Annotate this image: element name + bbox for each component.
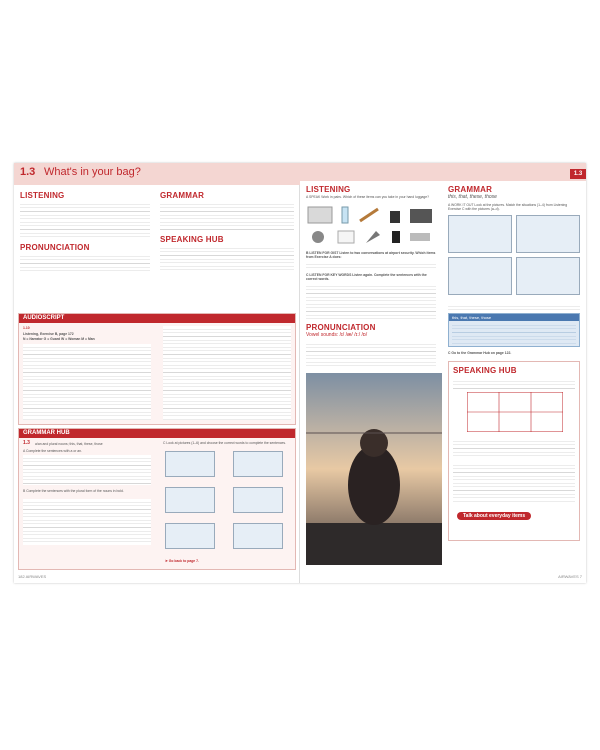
item-bottle <box>342 207 348 223</box>
pronunciation-heading-right: PRONUNCIATION <box>306 323 376 332</box>
grammar-hub-unit: 1.3 <box>23 440 30 446</box>
cartoon-d <box>516 257 580 295</box>
grammar-subtitle: this, that, these, those <box>448 194 497 200</box>
talk-about-everyday-items-pill: Talk about everyday items <box>457 512 531 520</box>
item-bag <box>308 207 332 223</box>
listening-text <box>20 201 150 239</box>
item-paper <box>338 231 354 243</box>
items-grid <box>467 392 563 432</box>
speaking-hub-c-text <box>453 462 575 504</box>
grammar-hub-title: GRAMMAR HUB <box>19 429 295 438</box>
vowel-sounds: Vowel sounds: /ɪ/ /æ/ /ɪː/ /ɒ/ <box>306 332 368 338</box>
grammar-hub-ex-b: B Complete the sentences with the plural form of the nouns in bold. <box>23 489 124 493</box>
listen-key-words: C LISTEN FOR KEY WORDS Listen again. Complete the sentences with the correct words. <box>306 273 427 282</box>
grammar-text <box>160 201 294 231</box>
grammar-hub-ex-a: A Complete the sentences with a or an. <box>23 449 82 453</box>
picture-5 <box>165 523 215 549</box>
speaking-hub-heading: SPEAKING HUB <box>160 235 224 244</box>
grammar-heading: GRAMMAR <box>160 191 205 200</box>
grammar-work-it-out: A WORK IT OUT Look at the pictures. Match the situations (1–4) from Listening Exercise C with the pictures (a–d). <box>448 203 568 212</box>
item-bat <box>360 209 378 221</box>
item-keys <box>312 231 324 243</box>
go-back-link[interactable]: ➤ Go back to page 7. <box>165 559 199 563</box>
audioscript-title: AUDIOSCRIPT <box>19 314 295 323</box>
unit-title: What's in your bag? <box>44 166 141 178</box>
grammar-hub-ex-a-lines <box>23 455 151 485</box>
grammar-hub-ex-b-lines <box>23 499 151 545</box>
pronunciation-lines <box>306 341 436 367</box>
item-laptop <box>410 209 432 223</box>
picture-3 <box>165 487 215 513</box>
item-razor <box>410 233 430 241</box>
audioscript-left-column <box>23 344 151 420</box>
item-bottle-dark <box>390 211 400 223</box>
rule-box-lines <box>452 322 576 344</box>
listen-gist-lines <box>306 261 436 271</box>
rule-box-header: this, that, these, those <box>449 314 579 321</box>
grammar-hub-link[interactable]: C Go to the Grammar Hub on page 122. <box>448 351 512 355</box>
cartoon-c <box>448 257 512 295</box>
grammar-hub-topic: a/an and plural nouns; this, that, these, those <box>35 442 103 446</box>
unit-number: 1.3 <box>20 166 36 178</box>
unit-title-band <box>14 163 300 185</box>
speaking-hub-b-text <box>453 438 575 458</box>
picture-1 <box>165 451 215 477</box>
listening-heading: LISTENING <box>20 191 65 200</box>
speak-exercise-a: A SPEAK Work in pairs. Which of these items can you take in your hand luggage? <box>306 195 430 199</box>
left-page <box>14 163 300 583</box>
audioscript-box <box>18 313 296 425</box>
picture-4 <box>233 487 283 513</box>
pronunciation-heading: PRONUNCIATION <box>20 243 90 252</box>
audioscript-key: N = Narrator G = Guard W = Woman M = Man <box>23 337 95 341</box>
listen-gist: B LISTEN FOR GIST Listen to two conversations at airport security. Which items from Exercise A does: <box>306 251 436 260</box>
right-page <box>300 163 586 583</box>
item-phone <box>392 231 400 243</box>
right-title-band <box>300 163 586 181</box>
cartoon-b <box>516 215 580 253</box>
listen-key-lines <box>306 283 436 319</box>
item-scissors <box>366 231 380 243</box>
left-footer: 182 AIRWAVES <box>18 574 47 579</box>
speaking-hub-text <box>160 245 294 273</box>
speaking-hub-box <box>448 361 580 541</box>
speaking-hub-a-text <box>453 378 575 390</box>
audioscript-subtitle: Listening, Exercise B, page 172 <box>23 332 74 336</box>
speaking-hub-heading-right: SPEAKING HUB <box>453 366 517 375</box>
grammar-b-text <box>448 303 580 311</box>
audioscript-track: 1.10 <box>23 326 30 330</box>
airport-photo <box>306 373 442 565</box>
audioscript-right-column <box>163 326 291 420</box>
listening-heading-right: LISTENING <box>306 185 351 194</box>
grammar-heading-right: GRAMMAR <box>448 185 493 194</box>
textbook-spread <box>14 163 586 583</box>
unit-tag: 1.3 <box>570 169 586 179</box>
cartoon-a <box>448 215 512 253</box>
picture-6 <box>233 523 283 549</box>
grammar-rule-box <box>448 313 580 347</box>
pronunciation-text <box>20 253 150 273</box>
grammar-hub-ex-c: C Look at pictures (1–6) and choose the correct words to complete the sentences. <box>163 441 287 445</box>
grammar-hub-box <box>18 428 296 570</box>
right-footer: AIRWAVES 7 <box>558 574 582 579</box>
picture-2 <box>233 451 283 477</box>
hand-luggage-items <box>306 205 436 247</box>
